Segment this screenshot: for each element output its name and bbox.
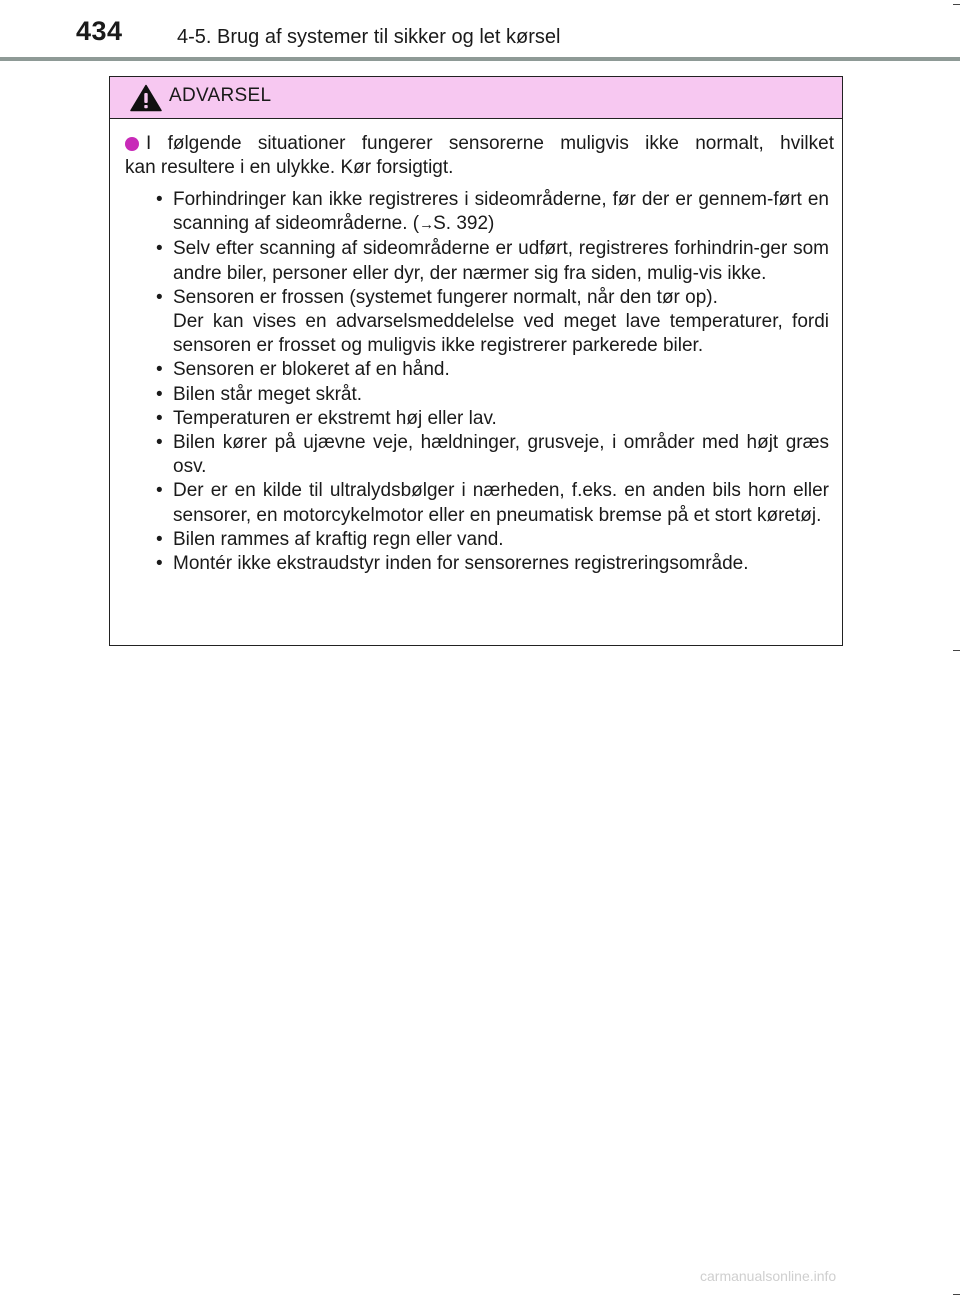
- warning-header: [110, 77, 842, 119]
- item-text-continued: Der kan vises en advarselsmeddelelse ved meget lave temperaturer, fordi sensoren er frosset og muligvis ikke registrerer parkerede biler.: [173, 311, 829, 357]
- item-text: Der er en kilde til ultralydsbølger i nærheden, f.eks. en anden bils horn eller sensorer, en motorcykelmotor eller en pneumatisk bremse på et stort køretøj.: [173, 480, 829, 526]
- header-rule: [0, 57, 960, 61]
- item-text: Forhindringer kan ikke registreres i sideområderne, før der er gennem-ført en scanning af sideområderne. (: [173, 189, 829, 235]
- item-text: Sensoren er frossen (systemet fungerer normalt, når den tør op).: [173, 286, 718, 308]
- list-item: [156, 528, 829, 552]
- list-item: [156, 552, 829, 576]
- item-text: Bilen rammes af kraftig regn eller vand.: [173, 528, 504, 550]
- crop-mark-mid-right: [953, 650, 960, 651]
- list-item: [156, 431, 829, 479]
- lead-line-2: kan resultere i en ulykke. Kør forsigtigt.: [125, 157, 454, 178]
- page-number: 434: [76, 16, 123, 46]
- list-item: [156, 358, 829, 382]
- item-text: Montér ikke ekstraudstyr inden for sensorernes registreringsområde.: [173, 553, 749, 575]
- warning-lead-paragraph: [125, 132, 834, 180]
- item-text: Sensoren er blokeret af en hånd.: [173, 359, 450, 381]
- warning-triangle-icon: [130, 84, 162, 112]
- bullet: •: [156, 286, 163, 308]
- lead-bullet-icon: [125, 137, 139, 151]
- item-text: Bilen står meget skråt.: [173, 383, 363, 405]
- warning-items-list: [156, 188, 829, 576]
- lead-line-1: I følgende situationer fungerer sensorerne muligvis ikke normalt, hvilket: [146, 133, 834, 154]
- bullet: •: [156, 359, 163, 381]
- footer-watermark: carmanualsonline.info: [700, 1268, 837, 1284]
- item-text: Selv efter scanning af sideområderne er udført, registreres forhindrin-ger som andre biler, personer eller dyr, der nærmer sig fra siden, mulig-vis ikke.: [173, 238, 829, 284]
- list-item: [156, 479, 829, 527]
- list-item: [156, 383, 829, 407]
- section-title: 4-5. Brug af systemer til sikker og let kørsel: [177, 26, 561, 48]
- list-item: [156, 286, 829, 359]
- arrow-right-icon: →: [419, 216, 435, 234]
- bullet: •: [156, 528, 163, 550]
- bullet: •: [156, 480, 163, 502]
- crop-mark-top-right: [953, 4, 960, 5]
- bullet: •: [156, 383, 163, 405]
- warning-box: [109, 76, 843, 646]
- list-item: [156, 407, 829, 431]
- page-reference-link[interactable]: S. 392): [433, 213, 495, 235]
- bullet: •: [156, 238, 163, 260]
- bullet: •: [156, 432, 163, 454]
- warning-title: ADVARSEL: [169, 85, 272, 106]
- crop-mark-bottom-right: [953, 1294, 960, 1295]
- list-item: [156, 237, 829, 285]
- bullet: •: [156, 407, 163, 429]
- list-item: [156, 188, 829, 237]
- item-text: Temperaturen er ekstremt høj eller lav.: [173, 407, 497, 429]
- item-text: Bilen kører på ujævne veje, hældninger, grusveje, i områder med højt græs osv.: [173, 432, 829, 478]
- bullet: •: [156, 553, 163, 575]
- bullet: •: [156, 189, 163, 210]
